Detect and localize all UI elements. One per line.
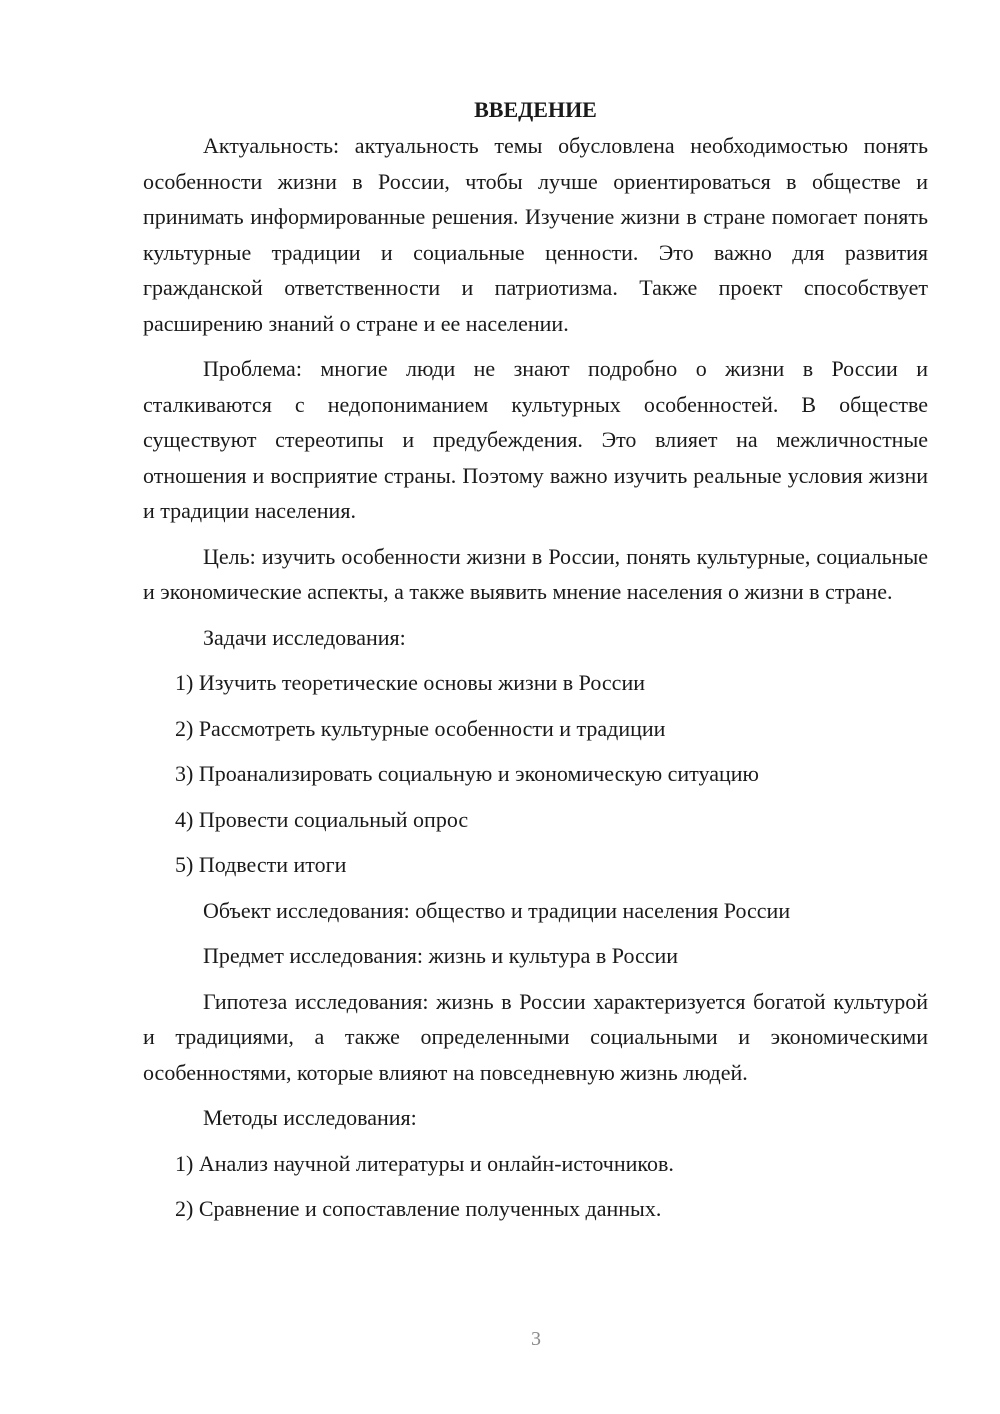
task-item: 5) Подвести итоги — [175, 852, 347, 877]
task-item: 1) Изучить теоретические основы жизни в России — [175, 670, 645, 695]
page-number: 3 — [531, 1328, 541, 1350]
hypothesis-paragraph: Гипотеза исследования: жизнь в России характеризуется богатой культурой и традициями, а также определенными социальными и экономическими особенностями, которые влияют на повседневную жизнь людей. — [143, 988, 928, 1085]
relevance-paragraph: Актуальность: актуальность темы обусловлена необходимостью понять особенности жизни в России, чтобы лучше ориентироваться в обществе и принимать информированные решения. Изучение жизни в стране помогает понять культурные традиции и социальные ценности. Это важно для развития гражданской ответственности и патриотизма. Также проект способствует расширению знаний о стране и ее населении. — [143, 133, 928, 336]
task-item: 4) Провести социальный опрос — [175, 806, 469, 832]
subject-line: Предмет исследования: жизнь и культура в России — [203, 943, 679, 968]
page-title: ВВЕДЕНИЕ — [474, 97, 597, 122]
goal-paragraph: Цель: изучить особенности жизни в России, понять культурные, социальные и экономические аспекты, а также выявить мнение населения о жизни в стране. — [143, 543, 928, 604]
task-item: 3) Проанализировать социальную и экономическую ситуацию — [175, 761, 759, 786]
object-line: Объект исследования: общество и традиции населения России — [203, 897, 791, 923]
problem-paragraph: Проблема: многие люди не знают подробно о жизни в России и сталкиваются с недопониманием культурных особенностей. В обществе существуют стереотипы и предубеждения. Это влияет на межличностные отношения и восприятие страны. Поэтому важно изучить реальные условия жизни и традиции населения. — [143, 356, 928, 523]
document-page — [143, 92, 928, 1227]
method-item: 2) Сравнение и сопоставление полученных данных. — [175, 1196, 662, 1221]
method-item: 1) Анализ научной литературы и онлайн-источников. — [175, 1150, 674, 1176]
tasks-title: Задачи исследования: — [203, 624, 406, 650]
methods-title: Методы исследования: — [203, 1105, 417, 1130]
task-item: 2) Рассмотреть культурные особенности и традиции — [175, 715, 666, 741]
